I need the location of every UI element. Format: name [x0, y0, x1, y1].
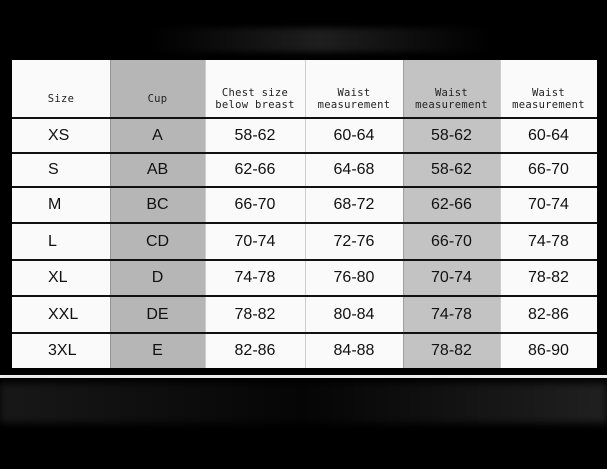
cup-cell: BC — [146, 196, 169, 213]
measurement-cell: 74-78 — [234, 269, 276, 286]
measurement-cell: 82-86 — [528, 305, 569, 323]
bottom-blurred-text — [0, 383, 607, 423]
size-cell: M — [48, 196, 62, 213]
cup-cell: AB — [146, 161, 169, 178]
measurement-cell: 60-64 — [333, 126, 375, 144]
measurement-cell: 82-86 — [234, 341, 276, 359]
measurement-cell: 80-84 — [333, 305, 375, 323]
measurement-cell: 78-82 — [234, 305, 276, 323]
measurement-cell: 68-72 — [333, 196, 375, 213]
measurement-cell: 66-70 — [431, 232, 472, 250]
cup-cell: E — [152, 341, 163, 359]
column-header-line: measurement — [317, 99, 391, 111]
measurement-cell: 72-76 — [333, 232, 375, 250]
cup-cell: DE — [146, 305, 169, 323]
measurement-cell: 58-62 — [234, 126, 276, 144]
measurement-cell: 58-62 — [431, 161, 472, 178]
size-cell: XL — [48, 269, 68, 286]
size-cell: L — [48, 232, 57, 250]
column-header-line: below breast — [215, 99, 295, 111]
measurement-cell: 76-80 — [333, 269, 375, 286]
column-header — [403, 84, 500, 114]
measurement-cell: 78-82 — [528, 269, 569, 286]
measurement-cell: 84-88 — [333, 341, 375, 359]
size-cell: 3XL — [48, 341, 77, 359]
bottom-divider — [0, 375, 607, 378]
measurement-cell: 70-74 — [528, 196, 569, 213]
column-header-line: Cup — [147, 93, 168, 105]
measurement-cell: 74-78 — [528, 232, 569, 250]
cup-cell: CD — [145, 232, 170, 250]
column-header — [500, 84, 597, 114]
top-blurred-text — [150, 28, 490, 52]
column-header-line: Waist — [531, 87, 566, 99]
measurement-cell: 74-78 — [431, 305, 472, 323]
measurement-cell: 58-62 — [431, 126, 472, 144]
size-cell: XS — [48, 126, 70, 144]
column-header-line: Chest size — [221, 87, 289, 99]
cup-cell: D — [151, 269, 164, 286]
measurement-cell: 78-82 — [431, 341, 472, 359]
column-header-line: Size — [47, 93, 75, 105]
measurement-cell: 66-70 — [528, 161, 569, 178]
measurement-cell: 86-90 — [528, 341, 569, 359]
cup-cell: A — [152, 126, 163, 144]
column-header — [110, 84, 205, 114]
measurement-cell: 62-66 — [234, 161, 276, 178]
measurement-cell: 70-74 — [234, 232, 276, 250]
column-header-line: Waist — [337, 87, 371, 99]
column-header-line: measurement — [415, 99, 488, 111]
column-header — [305, 84, 403, 114]
column-header-line: measurement — [512, 99, 585, 111]
measurement-cell: 64-68 — [333, 161, 375, 178]
measurement-cell: 60-64 — [528, 126, 569, 144]
column-header-line: Waist — [434, 87, 469, 99]
column-header — [12, 84, 110, 114]
size-chart-table — [12, 60, 597, 368]
column-header — [205, 84, 305, 114]
size-cell: XXL — [48, 305, 79, 323]
measurement-cell: 66-70 — [234, 196, 276, 213]
measurement-cell: 70-74 — [431, 269, 472, 286]
measurement-cell: 62-66 — [431, 196, 472, 213]
size-cell: S — [48, 161, 59, 178]
